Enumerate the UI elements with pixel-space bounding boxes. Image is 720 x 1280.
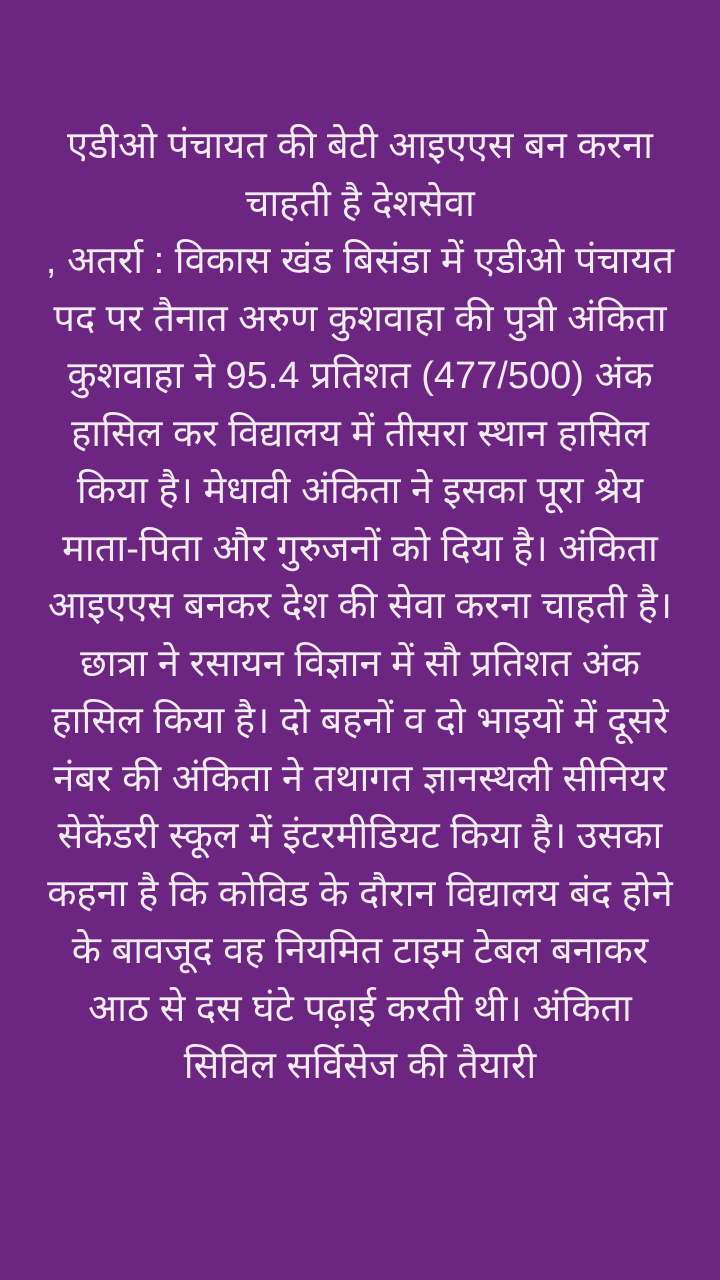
text-line: माता-पिता और गुरुजनों को दिया है। अंकिता bbox=[62, 527, 658, 570]
text-line: सेकेंडरी स्कूल में इंटरमीडियट किया है। उसका bbox=[57, 815, 663, 857]
text-line: एडीओ पंचायत की बेटी आइएएस बन करना bbox=[66, 125, 654, 167]
text-line: पद पर तैनात अरुण कुशवाहा की पुत्री अंकिता bbox=[53, 297, 667, 340]
text-line: हासिल किया है। दो बहनों व दो भाइयों में दूसरे bbox=[51, 700, 669, 742]
text-line: छात्रा ने रसायन विज्ञान में सौ प्रतिशत अंक bbox=[80, 642, 640, 685]
text-line: हासिल कर विद्यालय में तीसरा स्थान हासिल bbox=[71, 412, 649, 455]
article-text bbox=[14, 118, 706, 1096]
text-line: किया है। मेधावी अंकिता ने इसका पूरा श्रेय bbox=[76, 470, 644, 512]
text-line: कहना है कि कोविड के दौरान विद्यालय बंद होने bbox=[47, 872, 673, 915]
text-line: कुशवाहा ने 95.4 प्रतिशत (477/500) अंक bbox=[67, 355, 653, 397]
text-line: नंबर की अंकिता ने तथागत ज्ञानस्थली सीनियर bbox=[53, 757, 667, 800]
text-line: चाहती है देशसेवा bbox=[245, 182, 475, 225]
text-line: आइएएस बनकर देश की सेवा करना चाहती है। bbox=[47, 585, 673, 627]
text-line: के बावजूद वह नियमित टाइम टेबल बनाकर bbox=[71, 930, 649, 972]
text-line: सिविल सर्विसेज की तैयारी bbox=[183, 1045, 537, 1087]
text-line: , अतर्रा : विकास खंड बिसंडा में एडीओ पंचायत bbox=[45, 240, 675, 282]
article-title bbox=[14, 118, 706, 233]
article-body bbox=[14, 233, 706, 1096]
text-line: आठ से दस घंटे पढ़ाई करती थी। अंकिता bbox=[88, 987, 632, 1030]
